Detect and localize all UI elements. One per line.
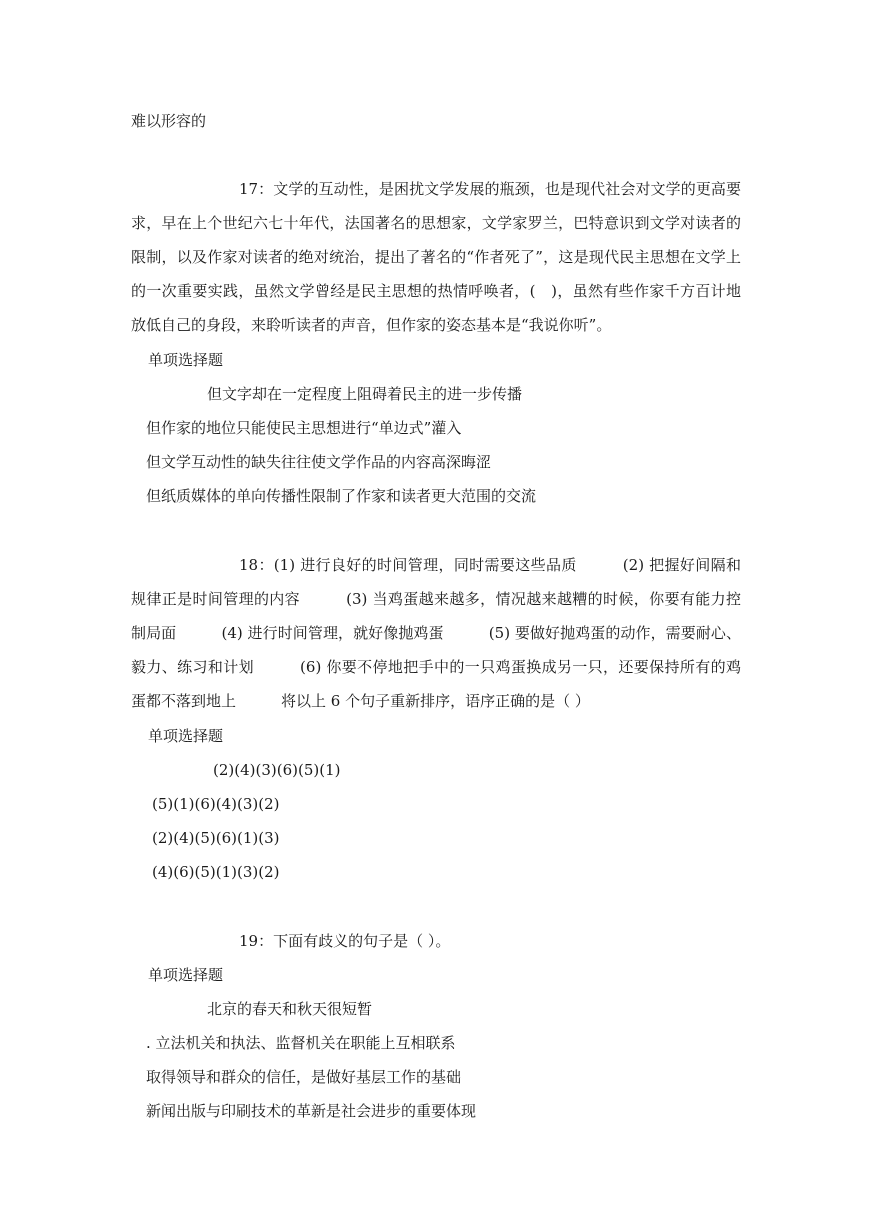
option-a[interactable]: 但文字却在一定程度上阻碍着民主的进一步传播 <box>207 385 523 403</box>
option-c[interactable]: 取得领导和群众的信任，是做好基层工作的基础 <box>146 1068 462 1086</box>
option-d[interactable]: (4)(6)(5)(1)(3)(2) <box>152 863 280 881</box>
question-stem: 19：下面有歧义的句子是（ ）。 <box>239 932 451 950</box>
option-b[interactable]: 但作家的地位只能使民主思想进行“单边式”灌入 <box>146 419 462 437</box>
option-d[interactable]: 但纸质媒体的单向传播性限制了作家和读者更大范围的交流 <box>146 487 537 505</box>
option-a[interactable]: 北京的春天和秋天很短暂 <box>207 1000 373 1018</box>
question-type-label: 单项选择题 <box>148 351 224 369</box>
question-type-label: 单项选择题 <box>148 966 224 984</box>
option-b[interactable]: . 立法机关和执法、监督机关在职能上互相联系 <box>146 1034 456 1052</box>
question-stem: 18：(1) 进行良好的时间管理，同时需要这些品质 (2) 把握好间隔和规律正是时间管理的内容 (3) 当鸡蛋越来越多，情况越来越糟的时候，你要有能力控制局面 (4) 进行时间管理，就好像抛鸡蛋 (5) 要做好抛鸡蛋的动作，需要耐心、毅力、练习和计划 (6) 你要不停地把手中的一只鸡蛋换成另一只，还要保持所有的鸡蛋都不落到地上 将以上 6 个句子重新排序，语序正确的是（ ） <box>131 556 741 710</box>
option-a[interactable]: (2)(4)(3)(6)(5)(1) <box>213 761 341 779</box>
question-type-label: 单项选择题 <box>148 727 224 745</box>
option-d[interactable]: 新闻出版与印刷技术的革新是社会进步的重要体现 <box>146 1102 477 1120</box>
question-stem: 17：文学的互动性，是困扰文学发展的瓶颈，也是现代社会对文学的更高要求，早在上个世纪六七十年代，法国著名的思想家，文学家罗兰，巴特意识到文学对读者的限制，以及作家对读者的绝对统治，提出了著名的“作者死了”，这是现代民主思想在文学上的一次重要实践，虽然文学曾经是民主思想的热情呼唤者，( )，虽然有些作家千方百计地放低自己的身段，来聆听读者的声音，但作家的姿态基本是“我说你听”。 <box>131 180 741 334</box>
intro-tail-text: 难以形容的 <box>131 112 207 130</box>
option-c[interactable]: (2)(4)(5)(6)(1)(3) <box>152 829 280 847</box>
option-b[interactable]: (5)(1)(6)(4)(3)(2) <box>152 795 280 813</box>
option-c[interactable]: 但文学互动性的缺失往往使文学作品的内容高深晦涩 <box>146 453 492 471</box>
